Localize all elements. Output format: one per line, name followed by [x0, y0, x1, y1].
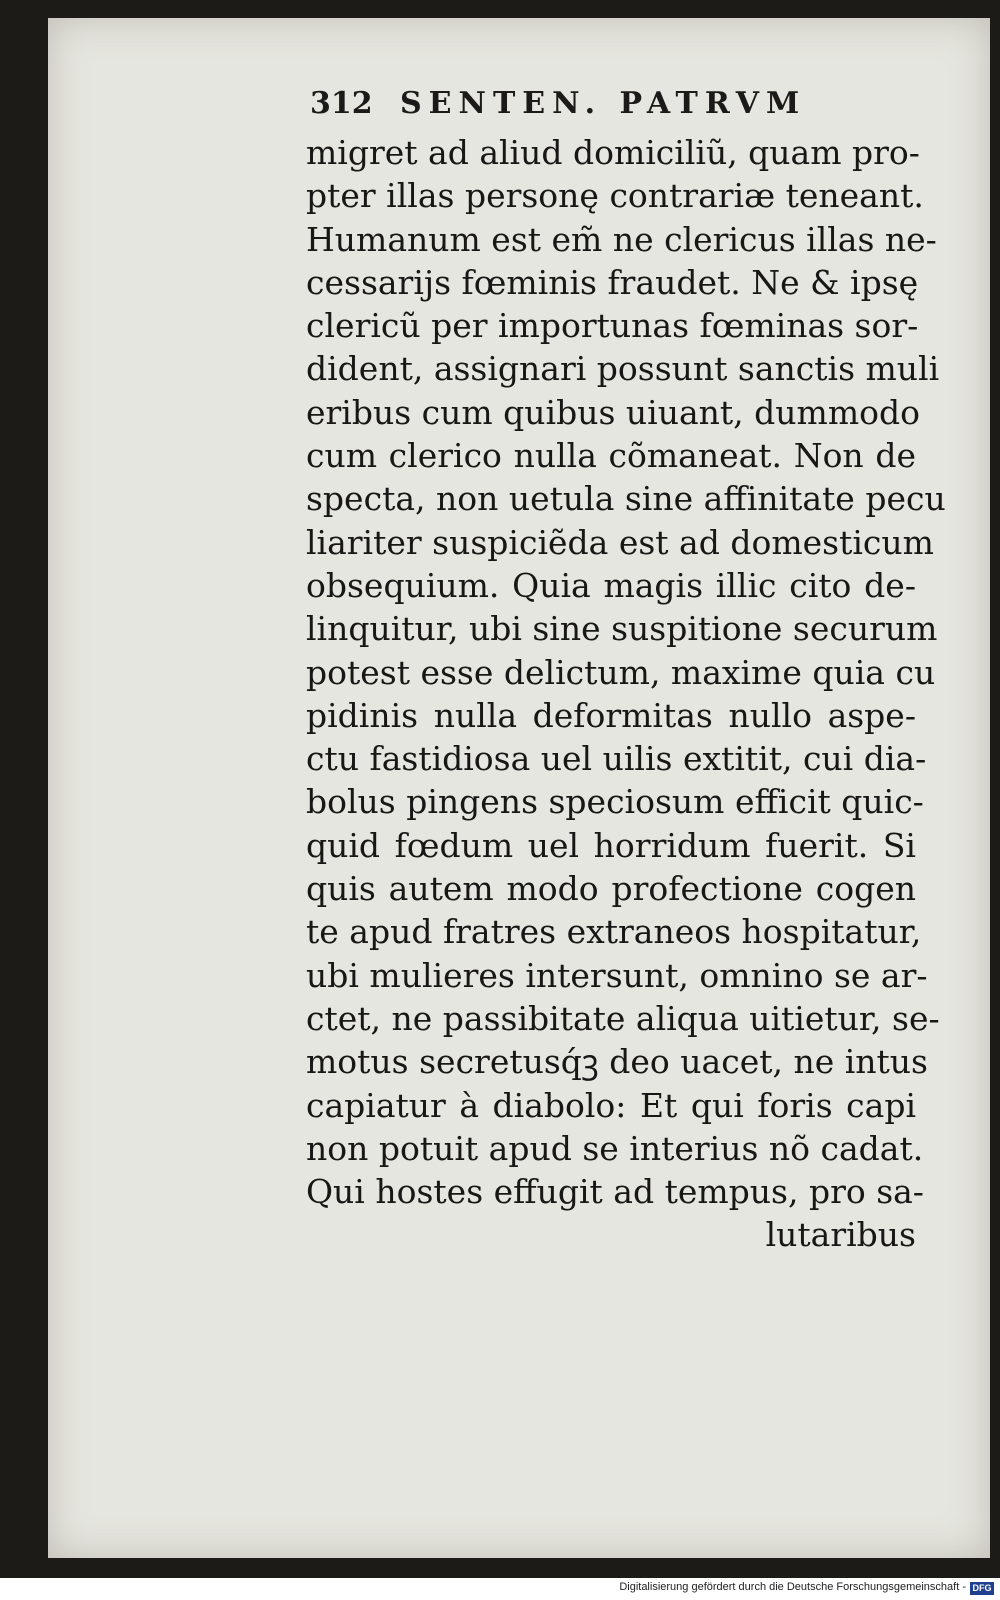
- text-line: eribus cum quibus uiuant, dummodo: [306, 392, 920, 432]
- text-line: ctu fastidiosa uel uilis extitit, cui dia‐: [306, 739, 927, 779]
- text-line: pidinis nulla deformitas nullo aspe‐: [306, 695, 916, 735]
- text-line: capiatur à diabolo: Et qui foris capi: [306, 1085, 916, 1125]
- text-line: liariter suspiciẽda est ad domesticum: [306, 522, 934, 562]
- text-line: clericũ per importunas fœminas sor‐: [306, 306, 919, 346]
- text-line: obsequium. Quia magis illic cito de‐: [306, 565, 916, 605]
- text-line: non potuit apud se interius nõ cadat.: [306, 1128, 924, 1168]
- text-line: ctet, ne passibitate aliqua uitietur, se‐: [306, 998, 940, 1038]
- text-line: ubi mulieres intersunt, omnino se ar‐: [306, 955, 928, 995]
- text-line: quid fœdum uel horridum fuerit. Si: [306, 825, 916, 865]
- text-line: pter illas personę contrariæ teneant.: [306, 176, 924, 216]
- digitization-footer: [0, 1578, 1000, 1600]
- text-line: cessarijs fœminis fraudet. Ne & ipsę: [306, 262, 919, 302]
- text-line: Qui hostes effugit ad tempus, pro sa‐: [306, 1172, 924, 1212]
- text-line: linquitur, ubi sine suspitione securum: [306, 609, 938, 649]
- text-line: quis autem modo profectione cogen: [306, 869, 916, 909]
- text-line: potest esse delictum, maxime quia cu: [306, 652, 936, 692]
- text-line: specta, non uetula sine affinitate pecu: [306, 479, 946, 519]
- text-line: bolus pingens speciosum efficit quic‐: [306, 782, 924, 822]
- body-text: [306, 131, 946, 1257]
- text-line: motus secretusq́ꝫ deo uacet, ne intus: [306, 1042, 928, 1082]
- page-header: [310, 76, 870, 126]
- text-line: migret ad aliud domiciliũ, quam pro‐: [306, 133, 920, 172]
- text-line: lutaribus: [765, 1215, 916, 1255]
- running-title: SENTEN. PATRVM: [400, 86, 807, 121]
- page-number: 312: [310, 86, 373, 121]
- text-line: te apud fratres extraneos hospitatur,: [306, 912, 922, 952]
- funding-credit: Digitalisierung gefördert durch die Deutsche Forschungsgemeinschaft -: [619, 1581, 966, 1593]
- text-line: Humanum est em̃ ne clericus illas ne‐: [306, 219, 937, 259]
- text-line: dident, assignari possunt sanctis muli: [306, 349, 940, 389]
- book-page: [48, 18, 990, 1558]
- text-line: cum clerico nulla cõmaneat. Non de: [306, 436, 916, 476]
- dfg-logo: DFG: [970, 1582, 994, 1595]
